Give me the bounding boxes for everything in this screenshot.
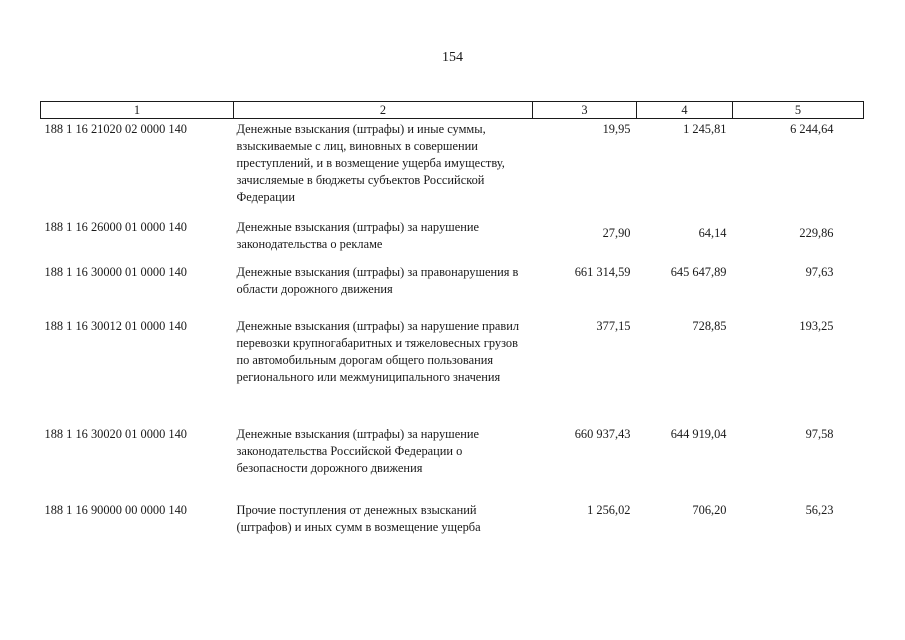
row-value-col4: 645 647,89 bbox=[670, 265, 727, 279]
row-description: Денежные взыскания (штрафы) и иные суммы, взыскиваемые с лиц, виновных в совершении преступлений, и в возмещение ущерба имуществу, зачисляемые в бюджеты субъектов Российской Федерации bbox=[236, 122, 505, 204]
row-value-col5: 97,63 bbox=[805, 265, 834, 279]
row-description: Денежные взыскания (штрафы) за нарушение законодательства Российской Федерации о безопасности дорожного движения bbox=[236, 427, 479, 475]
table-row bbox=[41, 119, 864, 218]
column-header-2: 2 bbox=[234, 102, 533, 119]
row-code: 188 1 16 90000 00 0000 140 bbox=[44, 503, 187, 517]
column-header-3: 3 bbox=[533, 102, 637, 119]
row-description: Денежные взыскания (штрафы) за правонарушения в области дорожного движения bbox=[236, 265, 519, 296]
row-value-col4: 1 245,81 bbox=[683, 122, 727, 136]
row-code: 188 1 16 21020 02 0000 140 bbox=[44, 122, 187, 136]
row-value-col4: 644 919,04 bbox=[670, 427, 727, 441]
row-code: 188 1 16 30012 01 0000 140 bbox=[44, 319, 187, 333]
page-number: 154 bbox=[442, 50, 463, 65]
row-value-col3: 661 314,59 bbox=[574, 265, 631, 279]
column-header-4: 4 bbox=[637, 102, 733, 119]
column-header-1: 1 bbox=[41, 102, 234, 119]
row-value-col5: 229,86 bbox=[799, 226, 834, 240]
row-value-col3: 377,15 bbox=[596, 319, 631, 333]
header-row bbox=[41, 102, 864, 119]
row-value-col3: 19,95 bbox=[602, 122, 631, 136]
table-row bbox=[41, 424, 864, 500]
row-code: 188 1 16 30020 01 0000 140 bbox=[44, 427, 187, 441]
row-value-col3: 27,90 bbox=[602, 226, 631, 240]
table-row bbox=[41, 500, 864, 542]
row-value-col5: 6 244,64 bbox=[790, 122, 834, 136]
row-value-col5: 97,58 bbox=[805, 427, 834, 441]
row-description: Прочие поступления от денежных взысканий (штрафов) и иных сумм в возмещение ущерба bbox=[236, 503, 481, 534]
row-value-col3: 1 256,02 bbox=[587, 503, 631, 517]
budget-table bbox=[40, 101, 864, 542]
column-header-5: 5 bbox=[733, 102, 864, 119]
table-row bbox=[41, 316, 864, 424]
row-value-col4: 64,14 bbox=[698, 226, 727, 240]
table-row bbox=[41, 262, 864, 316]
row-value-col4: 706,20 bbox=[692, 503, 727, 517]
row-description: Денежные взыскания (штрафы) за нарушение законодательства о рекламе bbox=[236, 220, 479, 251]
row-value-col4: 728,85 bbox=[692, 319, 727, 333]
row-value-col3: 660 937,43 bbox=[574, 427, 631, 441]
table-row bbox=[41, 217, 864, 262]
row-value-col5: 193,25 bbox=[799, 319, 834, 333]
row-description: Денежные взыскания (штрафы) за нарушение правил перевозки крупногабаритных и тяжеловесных грузов по автомобильным дорогам общего пользования регионального или межмуниципального значения bbox=[236, 319, 520, 384]
row-code: 188 1 16 30000 01 0000 140 bbox=[44, 265, 187, 279]
row-code: 188 1 16 26000 01 0000 140 bbox=[44, 220, 187, 234]
row-value-col5: 56,23 bbox=[805, 503, 834, 517]
